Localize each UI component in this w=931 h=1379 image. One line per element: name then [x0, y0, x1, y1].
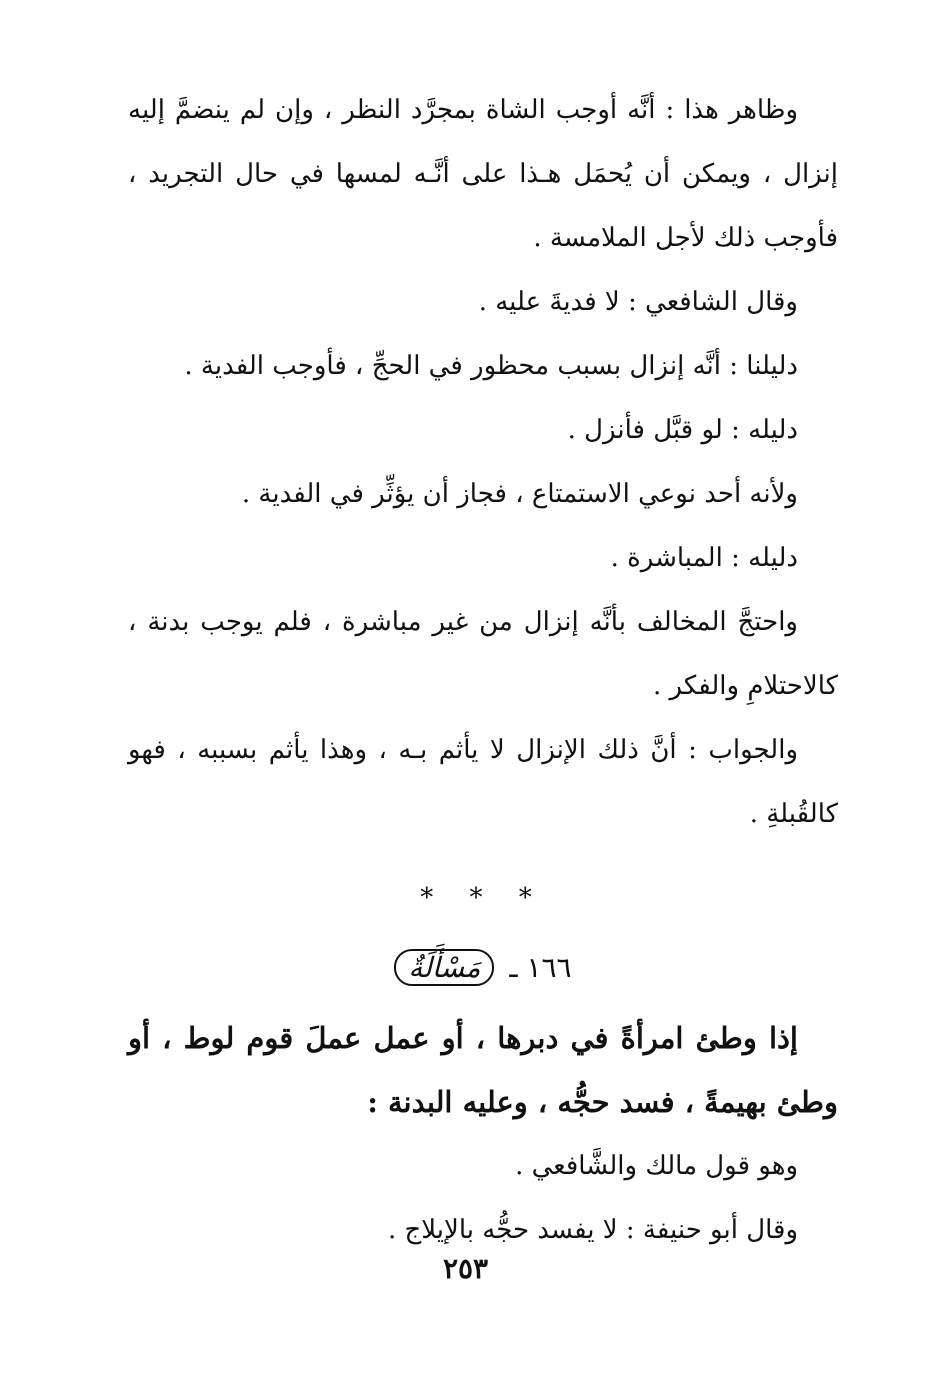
paragraph: وظاهر هذا : أنَّه أوجب الشاة بمجرَّد النظر ، وإن لم ينضمَّ إليه إنزال ، ويمكن أن يُحمَل هـذا على أنَّـه لمسها في حال التجريد ، فأوجب ذلك لأجل الملامسة . — [128, 95, 838, 253]
paragraph: دليله : لو قبَّل فأنزل . — [567, 415, 798, 445]
masala-word: مَسْأَلَةٌ — [394, 949, 494, 986]
paragraph: وقال أبو حنيفة : لا يفسد حجُّه بالإيلاج . — [387, 1215, 798, 1245]
page-number: ٢٥٣ — [442, 1252, 489, 1285]
page-body — [128, 78, 838, 1262]
paragraph: دليله : المباشرة . — [610, 543, 798, 573]
paragraph: دليلنا : أنَّه إنزال بسبب محظور في الحجِّ ، فأوجب الفدية . — [184, 351, 798, 381]
paragraph: واحتجَّ المخالف بأنَّه إنزال من غير مباشرة ، فلم يوجب بدنة ، كالاحتلامِ والفكر . — [128, 607, 838, 701]
paragraph: وقال الشافعي : لا فديةَ عليه . — [478, 287, 798, 317]
masala-heading — [128, 936, 838, 1000]
section-separator: * * * — [420, 883, 546, 913]
paragraph: ولأنه أحد نوعي الاستمتاع ، فجاز أن يؤثِّر في الفدية . — [241, 479, 798, 509]
masala-number: ١٦٦ ـ — [509, 951, 572, 984]
issue-heading: إذا وطئ امرأةً في دبرها ، أو عمل عملَ قوم لوط ، أو وطئ بهيمةً ، فسد حجُّه ، وعليه البدنة : — [128, 1021, 838, 1119]
paragraph: والجواب : أنَّ ذلك الإنزال لا يأثم بـه ، وهذا يأثم بسببه ، فهو كالقُبلةِ . — [128, 735, 838, 829]
paragraph: وهو قول مالك والشَّافعي . — [515, 1151, 798, 1181]
